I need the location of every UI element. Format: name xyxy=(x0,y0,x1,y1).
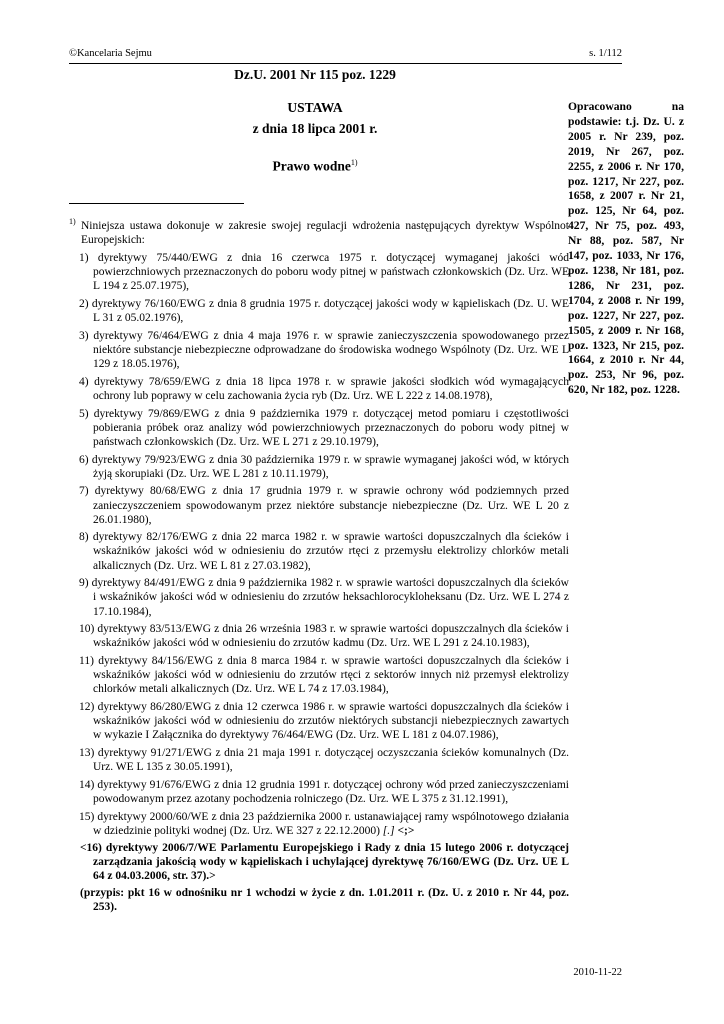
footer-date: 2010-11-22 xyxy=(573,967,622,978)
directive-item-11: 11) dyrektywy 84/156/EWG z dnia 8 marca 1984 r. w sprawie wartości dopuszczalnych dla ścieków i wskaźników jakości wód w odniesieniu do zrzutów rtęci z sektorów innych niż przemysł elektrolizy chlorków metali alkalicznych (Dz. Urz. WE L 74 z 17.03.1984), xyxy=(79,655,569,696)
act-type: USTAWA xyxy=(287,100,343,115)
act-title xyxy=(150,158,480,175)
directive-item-8: 8) dyrektywy 82/176/EWG z dnia 22 marca 1982 r. w sprawie wartości dopuszczalnych dla ścieków i wskaźników jakości wód w odniesieniu do zrzutów rtęci z przemysłu elektrolizy chlorków metali alkalicznych (Dz. Urz. WE L 81 z 27.03.1982), xyxy=(79,531,569,572)
directive-item-10: 10) dyrektywy 83/513/EWG z dnia 26 września 1983 r. w sprawie wartości dopuszczalnych dla ścieków i wskaźników jakości wód w odniesieniu do zrzutów kadmu (Dz. Urz. WE L 291 z 24.10.1983), xyxy=(79,623,569,650)
title-footnote-mark[interactable]: 1) xyxy=(350,158,358,167)
directive-item-14: 14) dyrektywy 91/676/EWG z dnia 12 grudnia 1991 r. dotyczącej ochrony wód przed zanieczyszczeniami powodowanym przez azotany pochodzenia rolniczego (Dz. Urz. WE L 375 z 31.12.1991), xyxy=(79,779,569,806)
directive-item-3: 3) dyrektywy 76/464/EWG z dnia 4 maja 1976 r. w sprawie zanieczyszczenia spowodowanego przez niektóre substancje niebezpieczne odprowadzane do środowiska wodnego Wspólnoty (Dz. Urz. WE L 129 z 18.05.1976), xyxy=(79,329,569,370)
journal-reference: Dz.U. 2001 Nr 115 poz. 1229 xyxy=(234,67,396,82)
act-title-text: Prawo wodne xyxy=(272,158,351,174)
page-number: s. 1/112 xyxy=(589,48,622,59)
footnote-intro xyxy=(69,219,569,247)
deleted-fragment: [.] xyxy=(382,824,395,837)
directive-item-15-text: 15) dyrektywy 2000/60/WE z dnia 23 października 2000 r. ustanawiającej ramy wspólnotowego działania w dziedzinie polityki wodnej (Dz. Urz. WE 327 z 22.12.2000) xyxy=(79,810,569,837)
directive-item-13: 13) dyrektywy 91/271/EWG z dnia 21 maja 1991 r. dotyczącej oczyszczania ścieków komunalnych (Dz. Urz. WE L 135 z 30.05.1991), xyxy=(79,747,569,774)
directive-item-15 xyxy=(69,810,569,838)
act-date: z dnia 18 lipca 2001 r. xyxy=(252,121,378,136)
source-note: Opracowano na podstawie: t.j. Dz. U. z 2005 r. Nr 239, poz. 2019, Nr 267, poz. 2255, z 2006 r. Nr 170, poz. 1217, Nr 227, poz. 1658, z 2007 r. Nr 21, poz. 125, Nr 64, poz. 427, Nr 75, poz. 493, Nr 88, poz. 587, Nr 147, poz. 1033, Nr 176, poz. 1238, Nr 181, poz. 1286, Nr 231, poz. 1704, z 2008 r. Nr 199, poz. 1227, Nr 227, poz. 1505, z 2009 r. Nr 168, poz. 1323, Nr 215, poz. 1664, z 2010 r. Nr 44, poz. 253, Nr 96, poz. 620, Nr 182, poz. 1228. xyxy=(568,100,684,397)
footnote-separator xyxy=(69,203,244,204)
directive-item-1: 1) dyrektywy 75/440/EWG z dnia 16 czerwca 1975 r. dotyczącej wymaganej jakości wód powierzchniowych przeznaczonych do poboru wody pitnej w państwach członkowskich (Dz. Urz. WE L 194 z 25.07.1975), xyxy=(79,251,569,293)
directive-item-7: 7) dyrektywy 80/68/EWG z dnia 17 grudnia 1979 r. w sprawie ochrony wód podziemnych przed zanieczyszczeniem spowodowanym przez niektóre substancje niebezpieczne (Dz. Urz. WE L 20 z 26.01.1980), xyxy=(79,485,569,526)
footnote-intro-text: Niniejsza ustawa dokonuje w zakresie swojej regulacji wdrożenia następujących dyrektyw Wspólnot Europejskich: xyxy=(81,220,569,247)
directive-item-5: 5) dyrektywy 79/869/EWG z dnia 9 października 1979 r. dotyczącej metod pomiaru i częstotliwości pobierania próbek oraz analizy wód powierzchniowych przeznaczonych do poboru wody pitnej w państwach członkowskich (Dz. Urz. WE L 271 z 29.10.1979), xyxy=(79,407,569,448)
page-header xyxy=(69,47,622,64)
directive-item-2: 2) dyrektywy 76/160/EWG z dnia 8 grudnia 1975 r. dotyczącej jakości wody w kąpieliskach (Dz. U. WE L 31 z 05.02.1976), xyxy=(79,297,569,324)
publisher-label: ©Kancelaria Sejmu xyxy=(69,48,152,59)
directive-item-16: <16) dyrektywy 2006/7/WE Parlamentu Europejskiego i Rady z dnia 15 lutego 2006 r. dotyczącej zarządzania jakością wody w kąpieliskach i uchylającej dyrektywę 76/160/EWG (Dz. Urz. UE L 64 z 04.03.2006, str. 37).> xyxy=(80,842,569,883)
amendment-marker: <;> xyxy=(397,824,415,837)
footnote-mark: 1) xyxy=(69,217,76,226)
directive-item-9: 9) dyrektywy 84/491/EWG z dnia 9 października 1982 r. w sprawie wartości dopuszczalnych dla ścieków i wskaźników jakości wód w odniesieniu do zrzutów heksachlorocykloheksanu (Dz. Urz. WE L 274 z 17.10.1984), xyxy=(79,577,569,618)
directive-item-6: 6) dyrektywy 79/923/EWG z dnia 30 października 1979 r. w sprawie wymaganej jakości wód, w których żyją skorupiaki (Dz. Urz. WE L 281 z 10.11.1979), xyxy=(79,453,569,480)
directive-item-4: 4) dyrektywy 78/659/EWG z dnia 18 lipca 1978 r. w sprawie jakości słodkich wód wymagających ochrony lub poprawy w celu zachowania życia ryb (Dz. Urz. WE L 222 z 14.08.1978), xyxy=(79,375,569,402)
footnote xyxy=(69,219,569,915)
directive-item-12: 12) dyrektywy 86/280/EWG z dnia 12 czerwca 1986 r. w sprawie wartości dopuszczalnych dla ścieków i wskaźników jakości wód w odniesieniu do zrzutów niektórych substancji niebezpiecznych zawartych w wykazie I Załącznika do dyrektywy 76/464/EWG (Dz. Urz. WE L 181 z 04.07.1986), xyxy=(79,701,569,742)
entry-into-force-note: (przypis: pkt 16 w odnośniku nr 1 wchodzi w życie z dn. 1.01.2011 r. (Dz. U. z 2010 r. Nr 44, poz. 253). xyxy=(80,887,569,914)
